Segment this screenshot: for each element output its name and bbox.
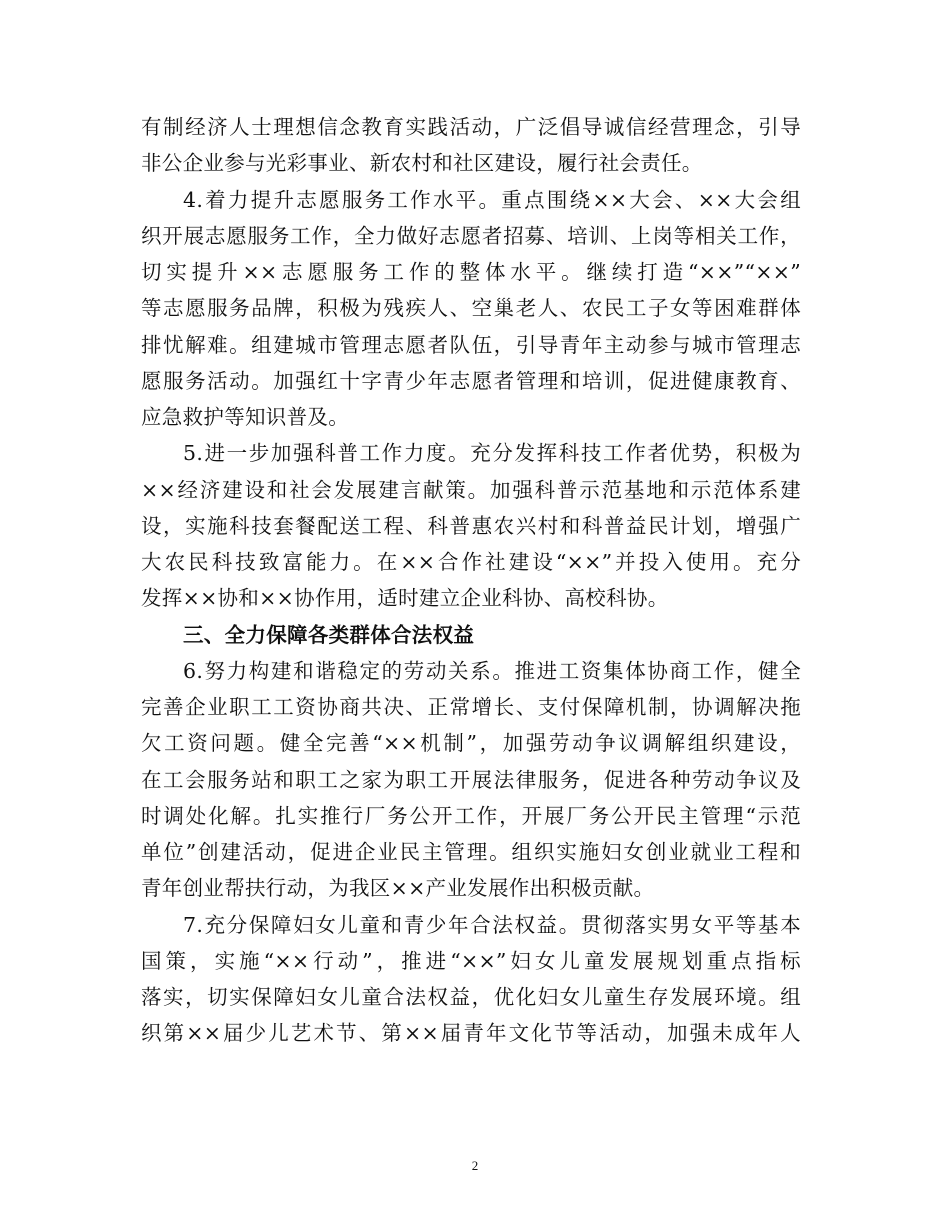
text-line: 织第××届少儿艺术节、第××届青年文化节等活动，加强未成年人	[141, 1021, 801, 1046]
text-line: 国策，实施“××行动”，推进“××”妇女儿童发展规划重点指标	[141, 948, 801, 973]
text-line: 有制经济人士理想信念教育实践活动，广泛倡导诚信经营理念，引导	[141, 115, 801, 139]
text-line: 4.着力提升志愿服务工作水平。重点围绕××大会、××大会组	[183, 187, 801, 212]
text-line: 非公企业参与光彩事业、新农村和社区建设，履行社会责任。	[141, 151, 703, 176]
page-number: 2	[471, 1158, 479, 1173]
text-line: 5.进一步加强科普工作力度。充分发挥科技工作者优势，积极为	[183, 441, 801, 466]
text-line: 愿服务活动。加强红十字青少年志愿者管理和培训，促进健康教育、	[141, 368, 801, 393]
text-line: 青年创业帮扶行动，为我区××产业发展作出积极贡献。	[141, 876, 655, 901]
document-body	[141, 109, 801, 1052]
text-line: ××经济建设和社会发展建言献策。加强科普示范基地和示范体系建	[141, 477, 801, 502]
section-heading: 三、全力保障各类群体合法权益	[183, 622, 475, 647]
text-line: 应急救护等知识普及。	[141, 405, 349, 429]
text-line: 在工会服务站和职工之家为职工开展法律服务，促进各种劳动争议及	[141, 767, 801, 792]
text-line: 完善企业职工工资协商共决、正常增长、支付保障机制，协调解决拖	[141, 695, 801, 719]
text-line: 落实，切实保障妇女儿童合法权益，优化妇女儿童生存发展环境。组	[141, 985, 801, 1009]
text-line: 大农民科技致富能力。在××合作社建设“××”并投入使用。充分	[141, 550, 801, 574]
text-line: 等志愿服务品牌，积极为残疾人、空巢老人、农民工子女等困难群体	[141, 296, 801, 321]
text-line: 时调处化解。扎实推行厂务公开工作，开展厂务公开民主管理“示范	[141, 803, 801, 828]
text-line: 单位”创建活动，促进企业民主管理。组织实施妇女创业就业工程和	[141, 840, 801, 864]
text-line: 设，实施科技套餐配送工程、科普惠农兴村和科普益民计划，增强广	[141, 513, 801, 538]
text-line: 织开展志愿服务工作，全力做好志愿者招募、培训、上岗等相关工作，	[141, 223, 801, 248]
text-line: 6.努力构建和谐稳定的劳动关系。推进工资集体协商工作，健全	[183, 658, 801, 683]
text-line: 欠工资问题。健全完善“××机制”，加强劳动争议调解组织建设，	[141, 731, 801, 756]
text-line: 切实提升××志愿服务工作的整体水平。继续打造“××”“××”	[141, 260, 801, 284]
text-line: 发挥××协和××协作用，适时建立企业科协、高校科协。	[141, 586, 669, 611]
text-line: 7.充分保障妇女儿童和青少年合法权益。贯彻落实男女平等基本	[183, 912, 801, 937]
text-line: 排忧解难。组建城市管理志愿者队伍，引导青年主动参与城市管理志	[141, 332, 801, 357]
